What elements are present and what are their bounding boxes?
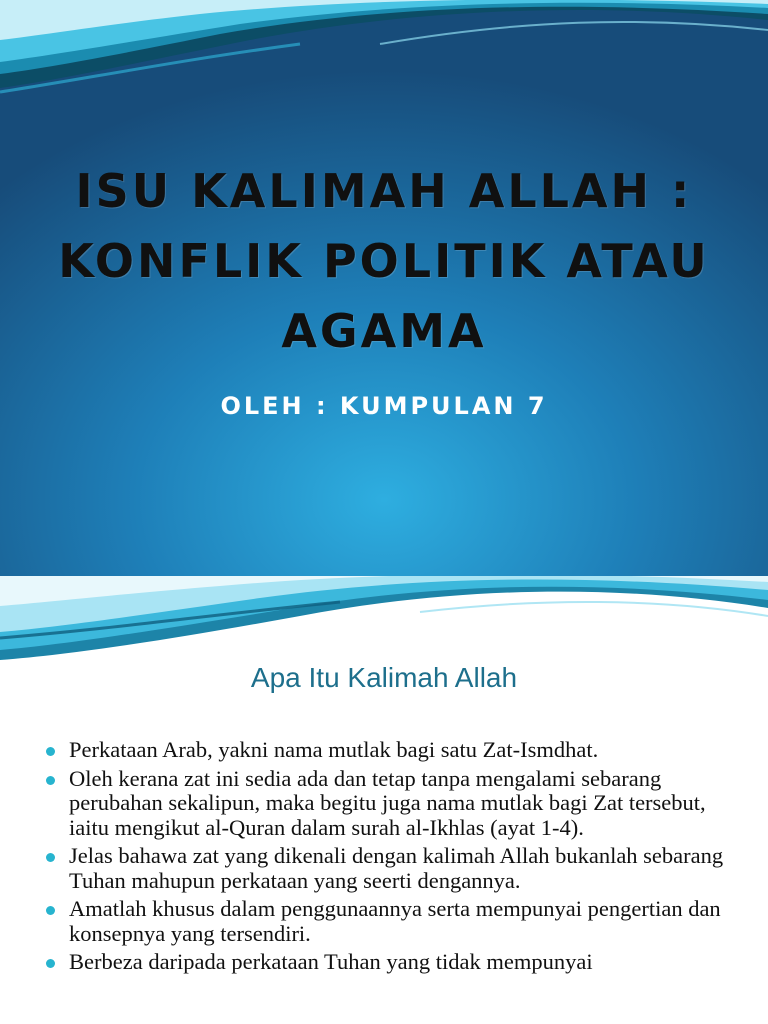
decorative-wave-top	[0, 0, 768, 110]
bullet-text: Berbeza daripada perkataan Tuhan yang tidak mempunyai	[69, 949, 593, 974]
bullet-text: Perkataan Arab, yakni nama mutlak bagi satu Zat-Ismdhat.	[69, 737, 599, 762]
bullet-list	[44, 738, 744, 979]
bullet-text: Jelas bahawa zat yang dikenali dengan kalimah Allah bukanlah sebarang Tuhan mahupun perkataan yang seerti dengannya.	[69, 843, 724, 893]
bullet-icon	[46, 853, 55, 862]
bullet-text: Amatlah khusus dalam penggunaannya serta mempunyai pengertian dan konsepnya yang tersendiri.	[69, 896, 721, 946]
list-item	[44, 897, 744, 946]
bullet-icon	[46, 906, 55, 915]
list-item	[44, 767, 744, 841]
list-item	[44, 950, 744, 975]
bullet-icon	[46, 747, 55, 756]
slide-heading: Apa Itu Kalimah Allah	[250, 662, 518, 693]
list-item	[44, 738, 744, 763]
list-item	[44, 844, 744, 893]
slide-title: ISU KALIMAH ALLAH : KONFLIK POLITIK ATAU AGAMA	[58, 164, 710, 358]
bullet-icon	[46, 959, 55, 968]
bullet-text: Oleh kerana zat ini sedia ada dan tetap tanpa mengalami sebarang perubahan sekalipun, maka begitu juga nama mutlak bagi Zat tersebut, iaitu mengikut al-Quran dalam surah al-Ikhlas (ayat 1-4).	[69, 765, 706, 840]
decorative-wave-top	[0, 576, 768, 672]
slide-subtitle: OLEH : KUMPULAN 7	[220, 392, 548, 420]
bullet-icon	[46, 776, 55, 785]
content-slide	[0, 576, 768, 1024]
